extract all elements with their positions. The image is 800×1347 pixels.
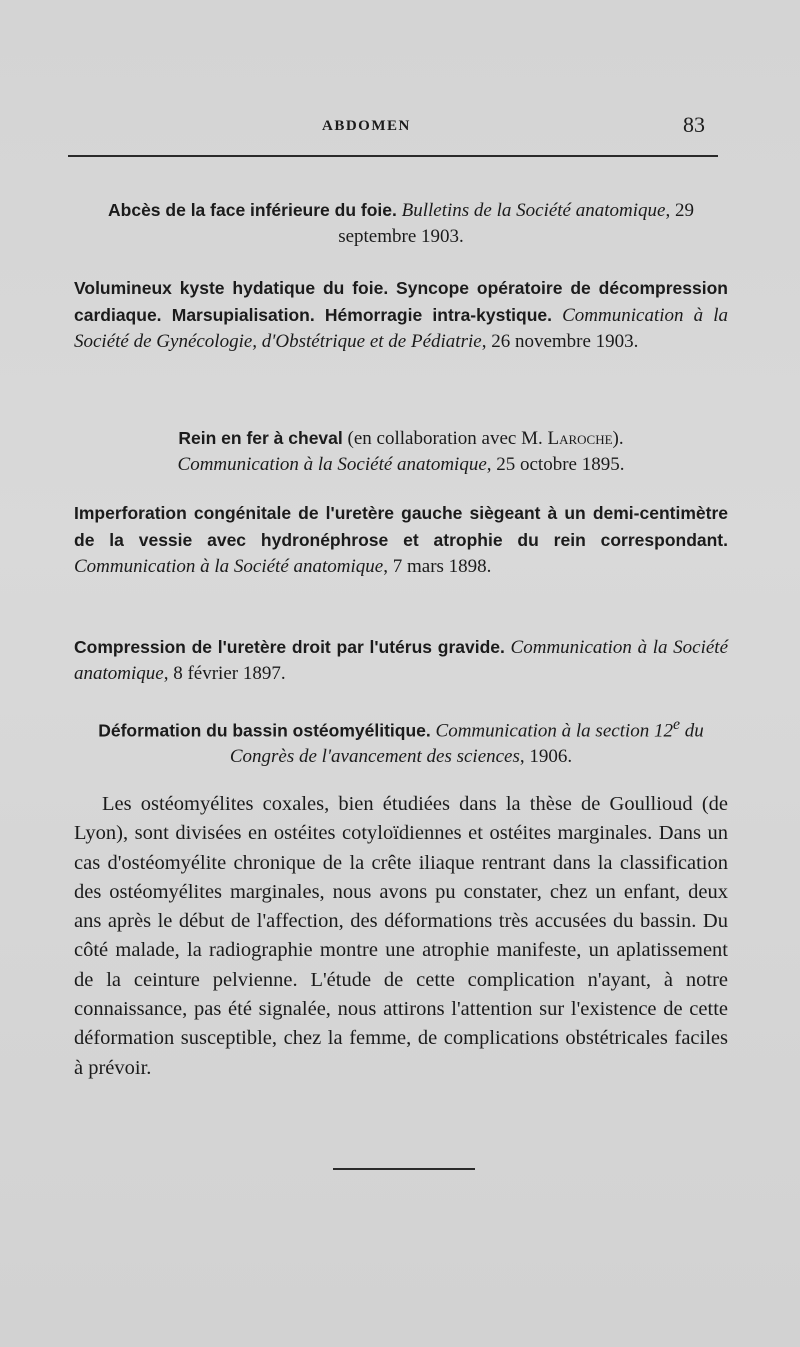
entry-source: Communication à la Société anatomique — [74, 637, 729, 684]
entry-collab-post: ). — [612, 428, 624, 449]
entry-2 — [74, 275, 728, 355]
entry-source-num: 12 — [654, 720, 673, 742]
entry-title: Abcès de la face inférieure du foie. — [108, 200, 397, 220]
entry-collab-name: Laroche — [547, 428, 613, 449]
entry-date: , 29 septembre 1903. — [338, 200, 694, 247]
entry-source: Communication à la Société anatomique — [177, 454, 487, 475]
entry-6 — [74, 712, 728, 770]
body-paragraph: Les ostéomyélites coxales, bien étudiées dans la thèse de Goullioud (de Lyon), sont divisées en ostéites cotyloïdiennes et ostéites marginales. Dans un cas d'ostéomyélite chronique de la crête iliaque rentrant dans la classification des ostéomyélites marginales, nous avons pu constater, chez un enfant, deux ans après le début de l'affection, des déformations très accusées du bassin. Du côté malade, la radiographie montre une atrophie manifeste, un aplatissement de la ceinture pelvienne. L'étude de cette complication n'ayant, à notre connaissance, pas été signalée, nous attirons l'attention sur l'existence de cette déformation susceptible, chez la femme, de complications obstétricales faciles à prévoir. — [74, 793, 728, 1079]
entry-5 — [74, 634, 728, 687]
entry-collab-pre: (en collaboration avec M. — [342, 428, 548, 449]
entry-source: Bulletins de la Société anatomique — [401, 200, 666, 221]
page-header — [0, 112, 800, 142]
entry-title: Imperforation congénitale de l'uretère gauche siègeant à un demi-centimètre de la vessie avec hydronéphrose et atrophie du rein correspondant. — [74, 503, 728, 550]
entry-source-post: du Congrès de l'avancement des sciences — [229, 720, 704, 768]
entry-source-sup: e — [673, 716, 681, 733]
entry-date: , 7 mars 1898. — [383, 556, 492, 577]
entry-source-pre: Communication à la section — [435, 720, 654, 742]
entry-source: Communication à la Société de Gynécologie, d'Obstétrique et de Pédiatrie — [74, 305, 728, 352]
entry-date: , 8 février 1897. — [163, 663, 286, 684]
entry-title: Volumineux kyste hydatique du foie. Syncope opératoire de décompression cardiaque. Marsupialisation. Hémorragie intra-kystique. — [74, 278, 728, 325]
entry-3 — [74, 425, 728, 478]
header-rule — [68, 155, 718, 157]
running-title: ABDOMEN — [322, 118, 411, 134]
entry-title: Déformation du bassin ostéomyélitique. — [98, 720, 431, 741]
entry-date: , 1906. — [519, 746, 573, 768]
entry-date: , 25 octobre 1895. — [486, 454, 625, 475]
entry-4 — [74, 500, 728, 580]
entry-1 — [74, 197, 728, 250]
entry-source: Communication à la Société anatomique — [74, 556, 384, 577]
entry-title: Compression de l'uretère droit par l'utérus gravide. — [74, 637, 505, 657]
page-number: 83 — [683, 112, 705, 137]
entry-title: Rein en fer à cheval — [178, 428, 343, 448]
entry-date: , 26 novembre 1903. — [481, 331, 639, 352]
end-rule — [333, 1168, 475, 1170]
